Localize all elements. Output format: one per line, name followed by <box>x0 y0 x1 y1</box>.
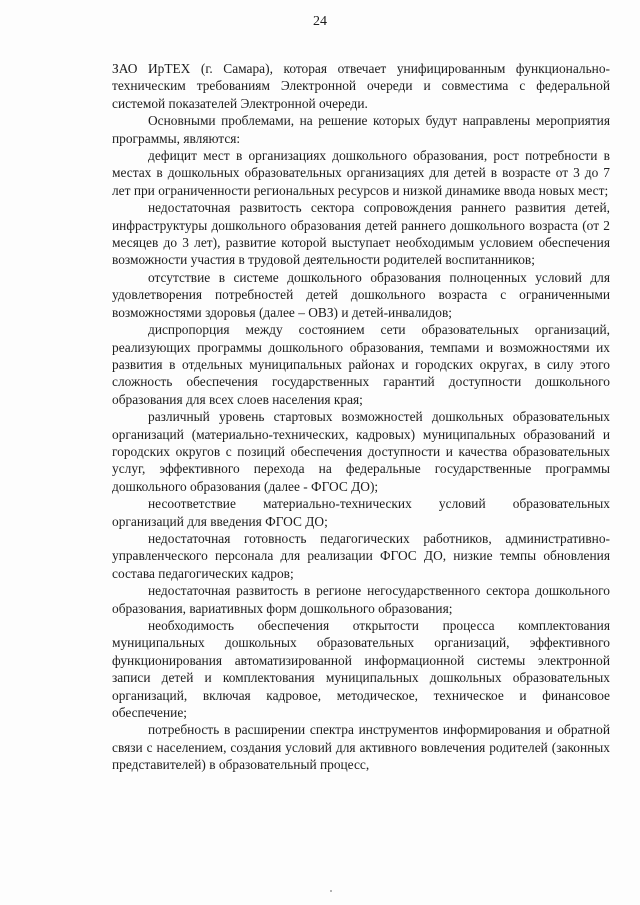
body-text <box>112 60 610 774</box>
scan-speck <box>330 890 332 892</box>
problem-item: недостаточная готовность педагогических работников, административно-управленческого персонала для реализации ФГОС ДО, низкие темпы обновления состава педагогических кадров; <box>112 530 610 581</box>
problem-item: потребность в расширении спектра инструментов информирования и обратной связи с населением, создания условий для активного вовлечения родителей (законных представителей) в образовательный процесс, <box>112 722 610 773</box>
problem-item: недостаточная развитость сектора сопровождения раннего развития детей, инфраструктуры дошкольного образования детей раннего дошкольного возраста (от 2 месяцев до 3 лет), развитие которой выступает необходимым условием обеспечения возможности участия в трудовой деятельности родителей воспитанников; <box>112 200 610 268</box>
problem-item: недостаточная развитость в регионе негосударственного сектора дошкольного образования, вариативных форм дошкольного образования; <box>112 583 610 616</box>
problem-item: необходимость обеспечения открытости процесса комплектования муниципальных дошкольных образовательных организаций, эффективного функционирования автоматизированной информационной системы электронной записи детей и комплектования муниципальных дошкольных образовательных организаций, включая кадровое, методическое, техническое и финансовое обеспечение; <box>112 618 610 721</box>
paragraph-intro: Основными проблемами, на решение которых будут направлены мероприятия программы, являются: <box>112 113 610 146</box>
paragraph-continuation: ЗАО ИрТЕХ (г. Самара), которая отвечает унифицированным функционально-техническим требованиям Электронной очереди и совместима с федеральной системой показателей Электронной очереди. <box>112 61 610 111</box>
problem-item: диспропорция между состоянием сети образовательных организаций, реализующих программы дошкольного образования, темпами и возможностями их развития в отдельных муниципальных районах и городских округах, в силу этого сложность обеспечения государственных гарантий доступности дошкольного образования для всех слоев населения края; <box>112 322 610 407</box>
problem-item: отсутствие в системе дошкольного образования полноценных условий для удовлетворения потребностей детей дошкольного возраста с ограниченными возможностями здоровья (далее – ОВЗ) и детей-инвалидов; <box>112 269 610 320</box>
problem-item: несоответствие материально-технических условий образовательных организаций для введения ФГОС ДО; <box>112 496 610 529</box>
page-number: 24 <box>313 14 327 29</box>
problem-item: различный уровень стартовых возможностей дошкольных образовательных организаций (материально-технических, кадровых) муниципальных образований и городских округов с позиций обеспечения доступности и качества образовательных услуг, эффективного перехода на федеральные государственные программы дошкольного образования (далее - ФГОС ДО); <box>112 409 610 494</box>
problem-item: дефицит мест в организациях дошкольного образования, рост потребности в местах в дошкольных образовательных организациях для детей в возрасте от 3 до 7 лет при ограниченности региональных ресурсов и низкой динамике ввода новых мест; <box>112 148 610 198</box>
